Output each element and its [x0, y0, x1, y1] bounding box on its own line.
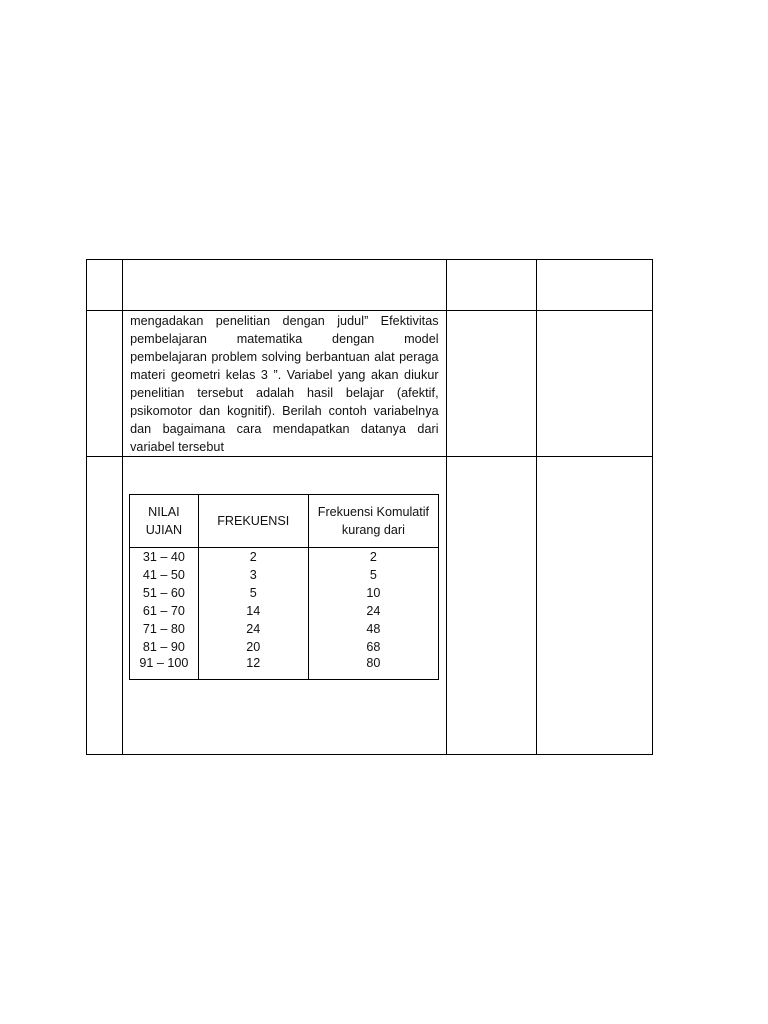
table-cell	[123, 260, 447, 311]
freq-cell: 3	[198, 566, 308, 584]
frequency-row	[130, 602, 439, 620]
frequency-table-cell	[123, 457, 447, 755]
cum-cell: 24	[308, 602, 438, 620]
cum-cell: 5	[308, 566, 438, 584]
table-cell	[536, 457, 652, 755]
cum-cell: 2	[308, 548, 438, 567]
question-cell	[123, 311, 447, 457]
table-cell	[446, 311, 536, 457]
frequency-table	[129, 494, 439, 680]
table-cell	[536, 260, 652, 311]
frequency-row	[130, 620, 439, 638]
range-cell: 61 – 70	[130, 602, 199, 620]
table-cell	[446, 260, 536, 311]
header-frekuensi: FREKUENSI	[198, 495, 308, 548]
frequency-table-header	[130, 495, 439, 548]
freq-cell: 20	[198, 638, 308, 656]
range-cell: 41 – 50	[130, 566, 199, 584]
range-cell: 71 – 80	[130, 620, 199, 638]
header-nilai-ujian: NILAI UJIAN	[130, 495, 199, 548]
freq-cell: 2	[198, 548, 308, 567]
header-frekuensi-komulatif: Frekuensi Komulatif kurang dari	[308, 495, 438, 548]
range-cell: 31 – 40	[130, 548, 199, 567]
question-text: mengadakan penelitian dengan judul” Efektivitas pembelajaran matematika dengan model pembelajaran problem solving berbantuan alat peraga materi geometri kelas 3 ”. Variabel yang akan diukur penelitian tersebut adalah hasil belajar (afektif, psikomotor dan kognitif). Berilah contoh variabelnya dan bagaimana cara mendapatkan datanya dari variabel tersebut	[130, 314, 439, 454]
table-cell	[87, 457, 123, 755]
table-cell	[87, 260, 123, 311]
cum-cell: 48	[308, 620, 438, 638]
table-cell	[446, 457, 536, 755]
outer-table	[86, 259, 653, 755]
freq-cell: 5	[198, 584, 308, 602]
range-cell: 91 – 100	[130, 656, 199, 680]
range-cell: 51 – 60	[130, 584, 199, 602]
frequency-row	[130, 548, 439, 567]
freq-cell: 12	[198, 656, 308, 680]
cum-cell: 68	[308, 638, 438, 656]
table-row	[87, 260, 653, 311]
table-row	[87, 457, 653, 755]
range-cell: 81 – 90	[130, 638, 199, 656]
table-cell	[87, 311, 123, 457]
frequency-row	[130, 638, 439, 656]
cum-cell: 80	[308, 656, 438, 680]
cum-cell: 10	[308, 584, 438, 602]
freq-cell: 14	[198, 602, 308, 620]
table-cell	[536, 311, 652, 457]
table-row	[87, 311, 653, 457]
frequency-row	[130, 566, 439, 584]
freq-cell: 24	[198, 620, 308, 638]
frequency-row	[130, 656, 439, 680]
frequency-row	[130, 584, 439, 602]
